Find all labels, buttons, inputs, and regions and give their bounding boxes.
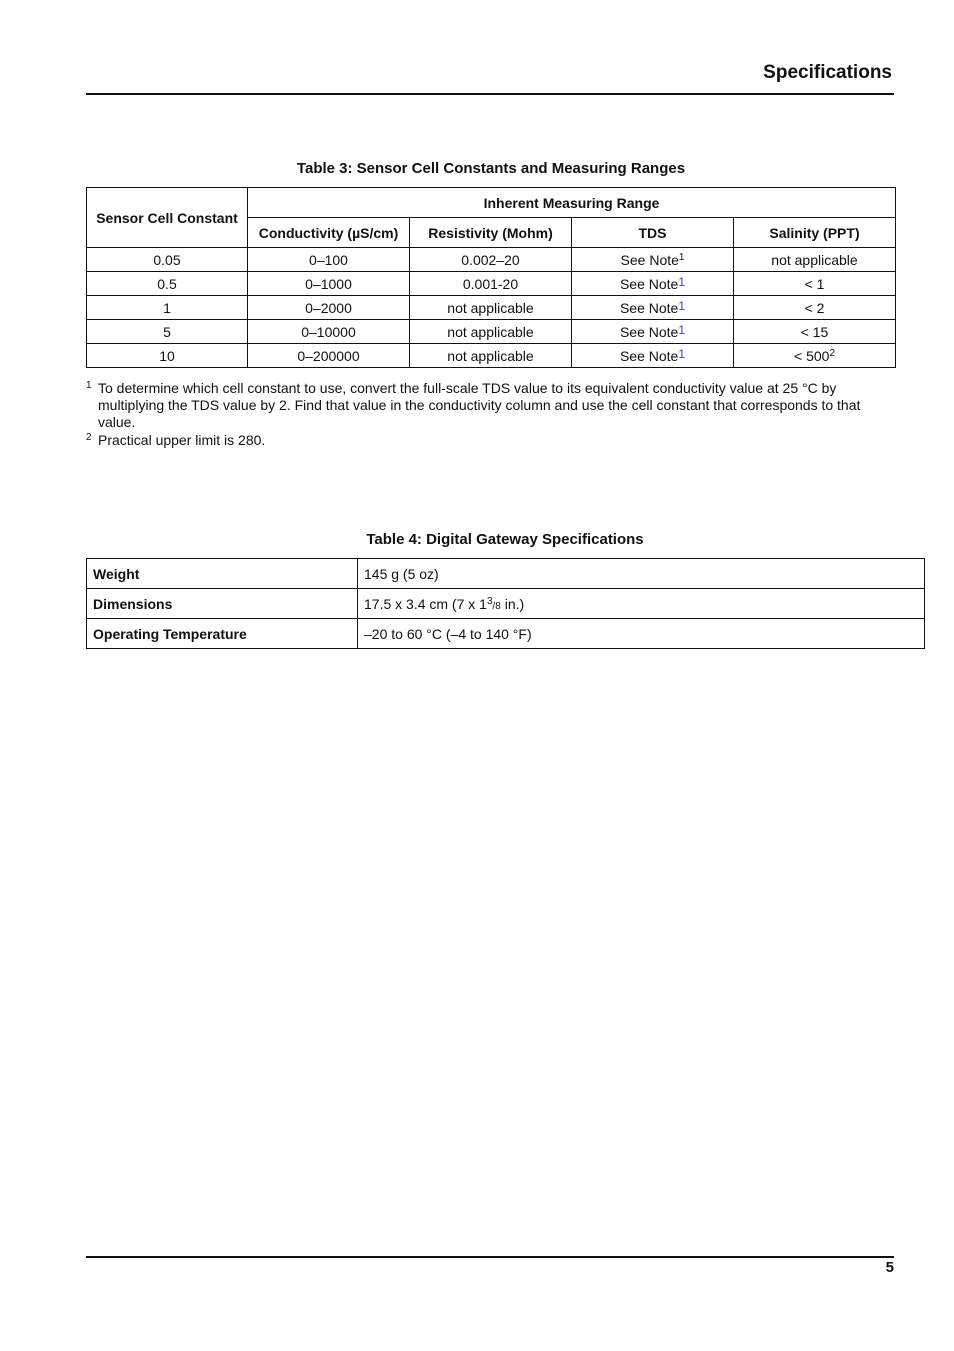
col-header-salinity: Salinity (PPT) — [734, 218, 896, 248]
footnote-ref: 1 — [678, 251, 685, 263]
cell-tds — [572, 344, 734, 368]
cell-salinity: < 1 — [734, 272, 896, 296]
cell-tds — [572, 296, 734, 320]
dimensions-text: 17.5 x 3.4 cm (7 x 1 — [364, 595, 487, 612]
table3-footnotes — [86, 380, 896, 450]
dimensions-unit: in.) — [500, 595, 525, 612]
cell-resistivity: not applicable — [410, 344, 572, 368]
spec-value — [358, 589, 925, 619]
fraction-denominator: 8 — [495, 600, 501, 612]
spec-key: Weight — [87, 559, 358, 589]
col-header-sensor-cell-constant: Sensor Cell Constant — [87, 188, 248, 248]
cell-constant: 1 — [87, 296, 248, 320]
spec-key: Dimensions — [87, 589, 358, 619]
table-row — [87, 320, 896, 344]
cell-resistivity: 0.001-20 — [410, 272, 572, 296]
table-row — [87, 589, 925, 619]
col-header-resistivity: Resistivity (Mohm) — [410, 218, 572, 248]
fraction-slash: / — [492, 600, 496, 612]
cell-conductivity: 0–100 — [248, 248, 410, 272]
header-rule — [86, 93, 894, 95]
tds-text: See Note — [619, 276, 679, 292]
cell-conductivity: 0–200000 — [248, 344, 410, 368]
cell-resistivity: 0.002–20 — [410, 248, 572, 272]
digital-gateway-specs-table — [86, 558, 925, 649]
footnote-link[interactable]: 1 — [678, 347, 686, 361]
cell-resistivity: not applicable — [410, 296, 572, 320]
cell-tds — [572, 248, 734, 272]
footnote-marker: 2 — [86, 432, 92, 443]
footnote-ref: 2 — [829, 347, 835, 359]
cell-salinity: not applicable — [734, 248, 896, 272]
fraction-numerator: 3 — [486, 595, 493, 607]
cell-conductivity: 0–2000 — [248, 296, 410, 320]
footnote-text: To determine which cell constant to use, convert the full-scale TDS value to its equivalent conductivity value at 25 °C by multiplying the TDS value by 2. Find that value in the conductivity column and use the cell constant that corresponds to that value. — [98, 380, 861, 430]
table-row — [87, 272, 896, 296]
cell-tds — [572, 272, 734, 296]
cell-conductivity: 0–1000 — [248, 272, 410, 296]
table4-caption: Table 4: Digital Gateway Specifications — [366, 531, 644, 548]
col-header-conductivity: Conductivity (µS/cm) — [248, 218, 410, 248]
tds-text: See Note — [619, 324, 679, 340]
footnote-marker: 1 — [86, 380, 92, 391]
cell-constant: 5 — [87, 320, 248, 344]
table3-caption: Table 3: Sensor Cell Constants and Measuring Ranges — [296, 160, 686, 177]
footnote-link[interactable]: 1 — [678, 323, 686, 337]
footnote-link[interactable]: 1 — [678, 275, 686, 289]
footer-rule — [86, 1256, 894, 1258]
cell-constant: 0.5 — [87, 272, 248, 296]
page-number: 5 — [885, 1259, 894, 1276]
table-row — [87, 248, 896, 272]
cell-tds — [572, 320, 734, 344]
tds-text: See Note — [620, 251, 679, 268]
spec-value: 145 g (5 oz) — [358, 559, 925, 589]
table-row — [87, 296, 896, 320]
page-header-title: Specifications — [763, 62, 892, 83]
table-row — [87, 559, 925, 589]
footnote-text: Practical upper limit is 280. — [98, 432, 266, 448]
footnote-1 — [86, 380, 896, 431]
tds-text: See Note — [619, 300, 679, 316]
tds-text: See Note — [619, 348, 679, 364]
cell-salinity — [734, 344, 896, 368]
table-row — [87, 344, 896, 368]
group-header-measuring-range: Inherent Measuring Range — [248, 188, 896, 218]
cell-constant: 0.05 — [87, 248, 248, 272]
cell-constant: 10 — [87, 344, 248, 368]
col-header-tds: TDS — [572, 218, 734, 248]
spec-key: Operating Temperature — [87, 619, 358, 649]
salinity-text: < 500 — [794, 347, 830, 364]
cell-salinity: < 2 — [734, 296, 896, 320]
sensor-cell-constants-table — [86, 187, 896, 368]
footnote-2 — [86, 432, 896, 449]
cell-resistivity: not applicable — [410, 320, 572, 344]
footnote-link[interactable]: 1 — [678, 299, 686, 313]
cell-salinity: < 15 — [734, 320, 896, 344]
spec-value: –20 to 60 °C (–4 to 140 °F) — [358, 619, 925, 649]
table-row — [87, 619, 925, 649]
cell-conductivity: 0–10000 — [248, 320, 410, 344]
